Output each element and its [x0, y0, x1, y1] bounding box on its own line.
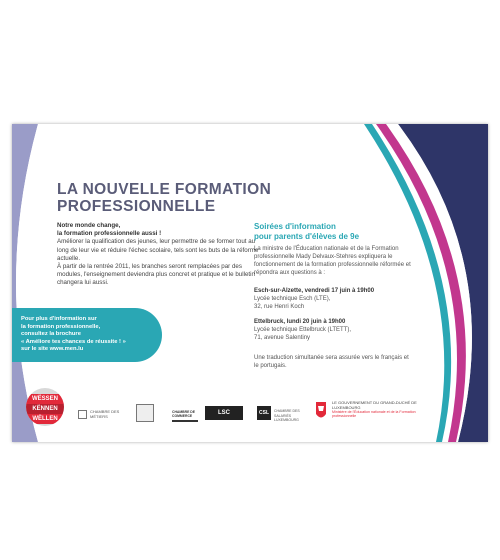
event-esch: [254, 287, 444, 311]
chambre-des-metiers-logo: [78, 410, 126, 424]
event-heading: Esch-sur-Alzette, vendredi 17 juin à 19h00: [254, 288, 375, 294]
evenings-title-line-2: pour parents d'élèves de 9e: [254, 231, 360, 241]
info-line-5: sur le site www.men.lu: [21, 346, 84, 352]
title-line-2: PROFESSIONNELLE: [57, 198, 216, 215]
info-line-3: consultez la brochure: [21, 331, 81, 337]
main-title: [57, 181, 277, 215]
csl-logo: [257, 406, 303, 421]
lsc-logo: LSC: [205, 406, 243, 420]
info-line-4: « Améliore tes chances de réussite ! »: [21, 338, 126, 345]
chambre-metiers-icon: [78, 410, 87, 419]
wkw-band-3: WËLLEN: [26, 414, 64, 424]
event-address: 32, rue Henri Koch: [254, 304, 305, 310]
info-line-2: la formation professionnelle,: [21, 323, 101, 330]
ministry-name: Ministère de l'Éducation nationale et de la Formation professionnelle: [332, 410, 416, 419]
chambre-metiers-text: CHAMBRE DES MÉTIERS: [90, 409, 120, 419]
translation-note: Une traduction simultanée sera assurée vers le français et le portugais.: [254, 355, 409, 369]
info-box-text: [21, 316, 151, 354]
info-box: [12, 308, 162, 362]
wkw-band-1: WËSSEN: [26, 394, 64, 404]
lead-paragraph-1: Améliorer la qualification des jeunes, leur permettre de se former tout au long de leur vie et réduire l'échec scolaire, tels sont les buts de la réforme actuelle.: [57, 238, 259, 262]
event-ettelbruck: [254, 318, 444, 342]
partner-logos: [12, 374, 488, 442]
government-logo: [314, 400, 424, 428]
lead-section: [57, 222, 267, 288]
title-line-1: LA NOUVELLE FORMATION: [57, 181, 272, 198]
lead-paragraph-2: À partir de la rentrée 2011, les branches seront remplacées par des modules, l'enseignement deviendra plus concret et pratique et le bulletin changera lui aussi.: [57, 263, 255, 287]
evenings-title: [254, 222, 434, 241]
emblem-logo: [136, 404, 154, 422]
event-venue: Lycée technique Esch (LTE),: [254, 296, 331, 302]
event-venue: Lycée technique Ettelbruck (LTETT),: [254, 327, 352, 333]
chambre-de-commerce-logo: [172, 410, 198, 422]
chambre-commerce-text: CHAMBRE DE COMMERCE: [172, 410, 195, 418]
csl-text: CHAMBRE DES SALARIÉS LUXEMBOURG: [274, 409, 300, 422]
wkw-band-2: KËNNEN: [26, 404, 64, 414]
event-address: 71, avenue Salentiny: [254, 335, 311, 341]
lead-headline-2: la formation professionnelle aussi !: [57, 230, 162, 238]
evenings-intro: La ministre de l'Éducation nationale et de la Formation professionnelle Mady Delvaux-Stehres expliquera le fonctionnement de la formation professionnelle réformée et répondra aux questions à :: [254, 246, 411, 276]
csl-mark: CSL: [257, 406, 271, 420]
flyer-card: [12, 124, 488, 442]
info-line-1: Pour plus d'information sur: [21, 316, 97, 322]
wessen-kennen-wellen-logo: [26, 388, 64, 426]
lead-headline-1: Notre monde change,: [57, 222, 121, 229]
evenings-title-line-1: Soirées d'information: [254, 222, 336, 231]
government-name: LE GOUVERNEMENT DU GRAND-DUCHÉ DE LUXEMBOURG: [332, 400, 417, 410]
event-heading: Ettelbruck, lundi 20 juin à 19h00: [254, 319, 346, 325]
lion-icon: [314, 400, 328, 422]
